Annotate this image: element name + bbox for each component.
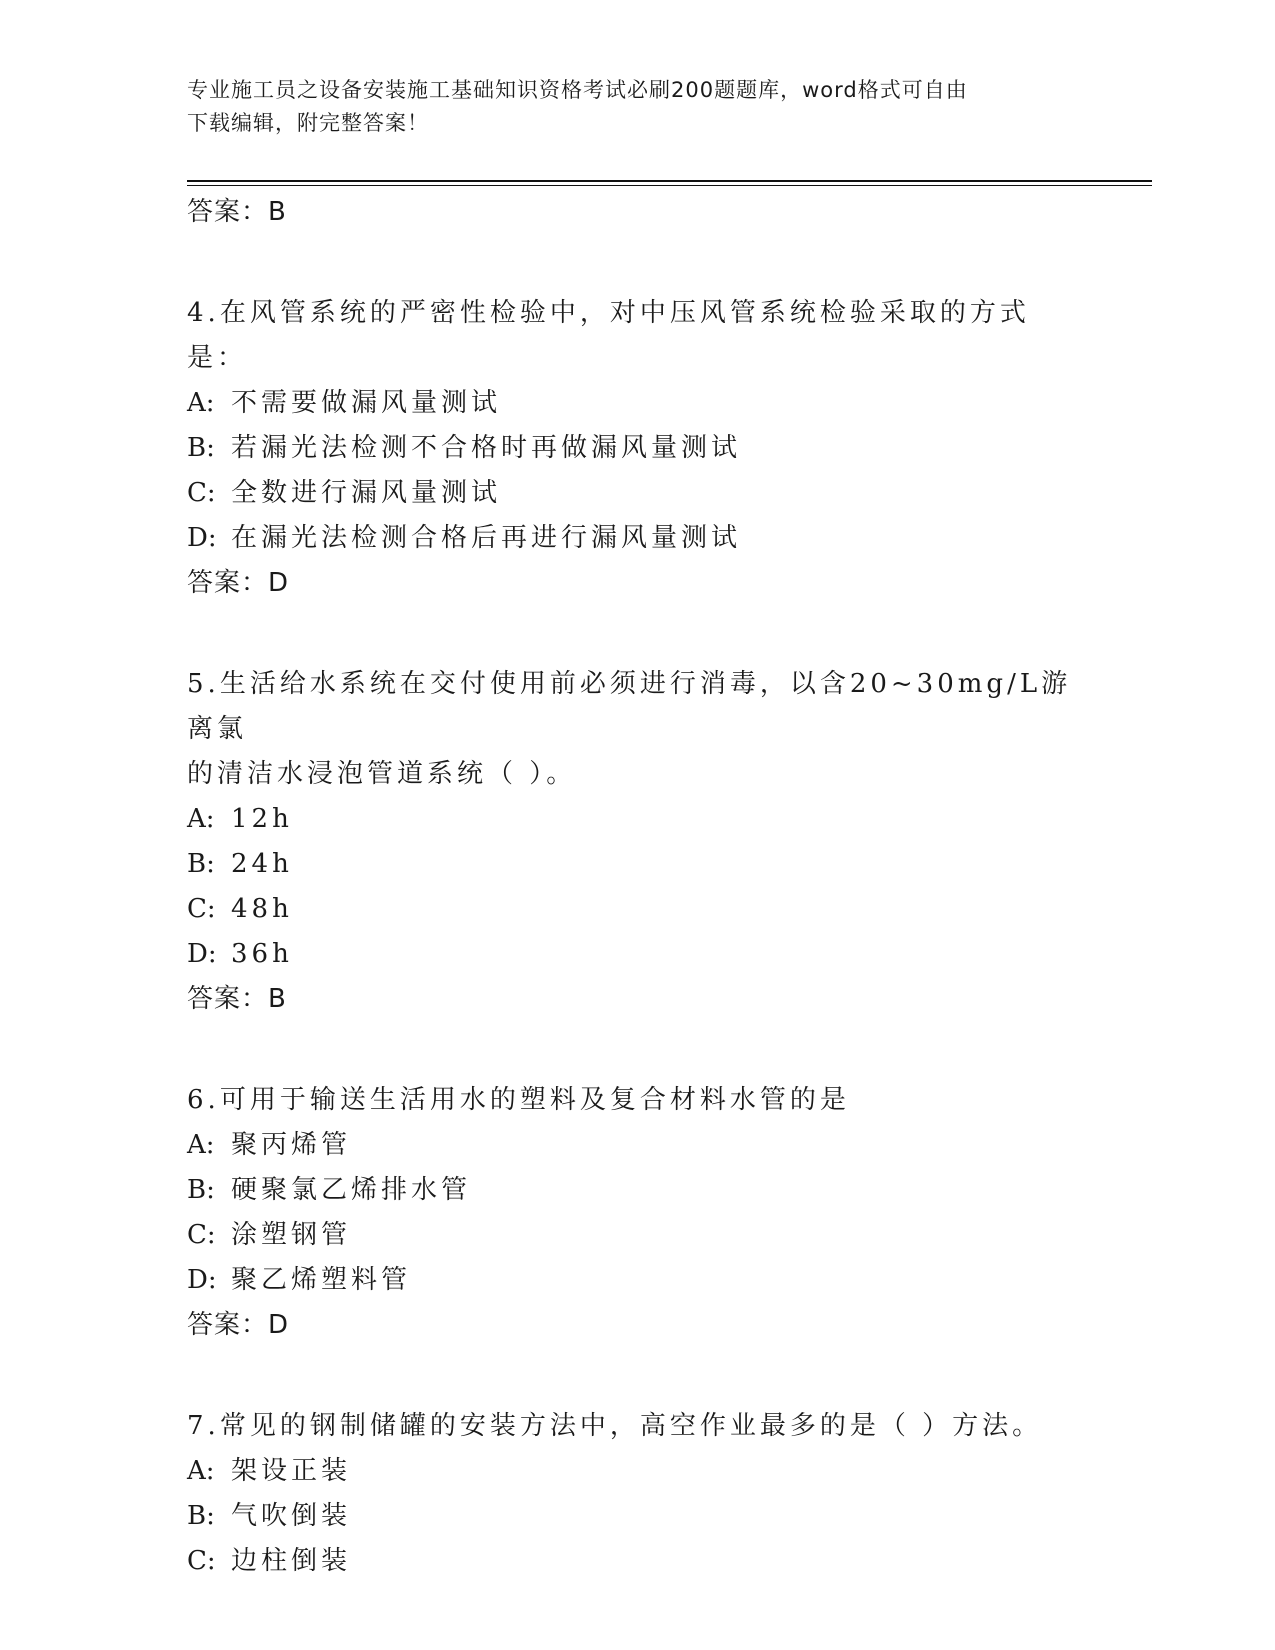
option-text: 36h xyxy=(231,939,293,969)
option-row xyxy=(187,1539,1087,1584)
option-row xyxy=(187,381,1087,426)
question-text-content: 常见的钢制储罐的安装方法中，高空作业最多的是（ ）方法。 xyxy=(219,1411,1043,1441)
answer-value: D xyxy=(268,1310,290,1340)
question-text-content: 生活给水系统在交付使用前必须进行消毒，以含20~30mg/L游离氯 xyxy=(187,669,1072,744)
answer-label: 答案： xyxy=(187,197,269,227)
option-text: 架设正装 xyxy=(231,1456,352,1486)
header-divider-thin xyxy=(187,185,1152,186)
question-number: 5. xyxy=(187,669,220,699)
option-key: D: xyxy=(187,939,217,969)
question-text-line xyxy=(187,662,1087,752)
option-row xyxy=(187,932,1087,977)
option-key: C: xyxy=(187,894,216,924)
option-text: 聚丙烯管 xyxy=(231,1130,352,1160)
question-text xyxy=(187,291,1087,381)
option-row xyxy=(187,1449,1087,1494)
question-text-content: 的清洁水浸泡管道系统（ ）。 xyxy=(187,759,577,789)
question-text-content: 可用于输送生活用水的塑料及复合材料水管的是 xyxy=(219,1085,850,1115)
option-row xyxy=(187,1494,1087,1539)
questions-container xyxy=(187,291,1087,1584)
option-key: C: xyxy=(187,478,216,508)
question-text-line xyxy=(187,1404,1087,1449)
answer-line xyxy=(187,190,1087,235)
option-key: A: xyxy=(187,804,215,834)
answer-value: B xyxy=(268,984,287,1014)
option-row xyxy=(187,1258,1087,1303)
answer-label: 答案： xyxy=(187,568,269,598)
question-number: 7. xyxy=(187,1411,220,1441)
option-text: 24h xyxy=(231,849,293,879)
header-title-line-1: 专业施工员之设备安装施工基础知识资格考试必刷200题题库，word格式可自由 xyxy=(187,78,968,102)
option-text: 聚乙烯塑料管 xyxy=(231,1265,412,1295)
answer-label: 答案： xyxy=(187,984,269,1014)
option-key: B: xyxy=(187,1501,215,1531)
option-row xyxy=(187,797,1087,842)
question-number: 6. xyxy=(187,1085,220,1115)
header-title-line-2: 下载编辑，附完整答案！ xyxy=(187,111,429,135)
option-key: D: xyxy=(187,523,217,553)
option-text: 硬聚氯乙烯排水管 xyxy=(231,1175,472,1205)
answer-line xyxy=(187,977,1087,1022)
question-block xyxy=(187,1404,1087,1584)
question-text-content: 在风管系统的严密性检验中，对中压风管系统检验采取的方式是： xyxy=(187,298,1030,373)
option-row xyxy=(187,842,1087,887)
question-block xyxy=(187,291,1087,606)
option-key: B: xyxy=(187,1175,215,1205)
option-row xyxy=(187,1168,1087,1213)
option-text: 若漏光法检测不合格时再做漏风量测试 xyxy=(231,433,742,463)
answer-value: B xyxy=(268,197,287,227)
option-key: A: xyxy=(187,1130,215,1160)
option-row xyxy=(187,887,1087,932)
option-text: 边柱倒装 xyxy=(231,1546,352,1576)
option-text: 涂塑钢管 xyxy=(231,1220,352,1250)
option-row xyxy=(187,426,1087,471)
option-row xyxy=(187,471,1087,516)
option-text: 气吹倒装 xyxy=(231,1501,352,1531)
question-number: 4. xyxy=(187,298,220,328)
question-text xyxy=(187,1078,1087,1123)
option-key: C: xyxy=(187,1546,216,1576)
answer-line xyxy=(187,561,1087,606)
question-text-line xyxy=(187,752,1087,797)
option-row xyxy=(187,516,1087,561)
page-header xyxy=(187,74,1087,140)
question-text-line xyxy=(187,291,1087,381)
option-text: 48h xyxy=(231,894,293,924)
answer-label: 答案： xyxy=(187,1310,269,1340)
option-key: B: xyxy=(187,433,215,463)
answer-value: D xyxy=(268,568,290,598)
question-block xyxy=(187,662,1087,1022)
option-text: 12h xyxy=(231,804,293,834)
option-key: C: xyxy=(187,1220,216,1250)
option-key: D: xyxy=(187,1265,217,1295)
answer-line xyxy=(187,1303,1087,1348)
option-text: 全数进行漏风量测试 xyxy=(231,478,502,508)
question-list xyxy=(187,190,1087,1584)
option-key: A: xyxy=(187,388,215,418)
option-key: A: xyxy=(187,1456,215,1486)
question-text xyxy=(187,662,1087,797)
option-row xyxy=(187,1213,1087,1258)
option-text: 不需要做漏风量测试 xyxy=(231,388,502,418)
question-block xyxy=(187,1078,1087,1348)
header-divider-thick xyxy=(187,180,1152,182)
question-text-line xyxy=(187,1078,1087,1123)
option-text: 在漏光法检测合格后再进行漏风量测试 xyxy=(231,523,742,553)
question-text xyxy=(187,1404,1087,1449)
option-row xyxy=(187,1123,1087,1168)
option-key: B: xyxy=(187,849,215,879)
